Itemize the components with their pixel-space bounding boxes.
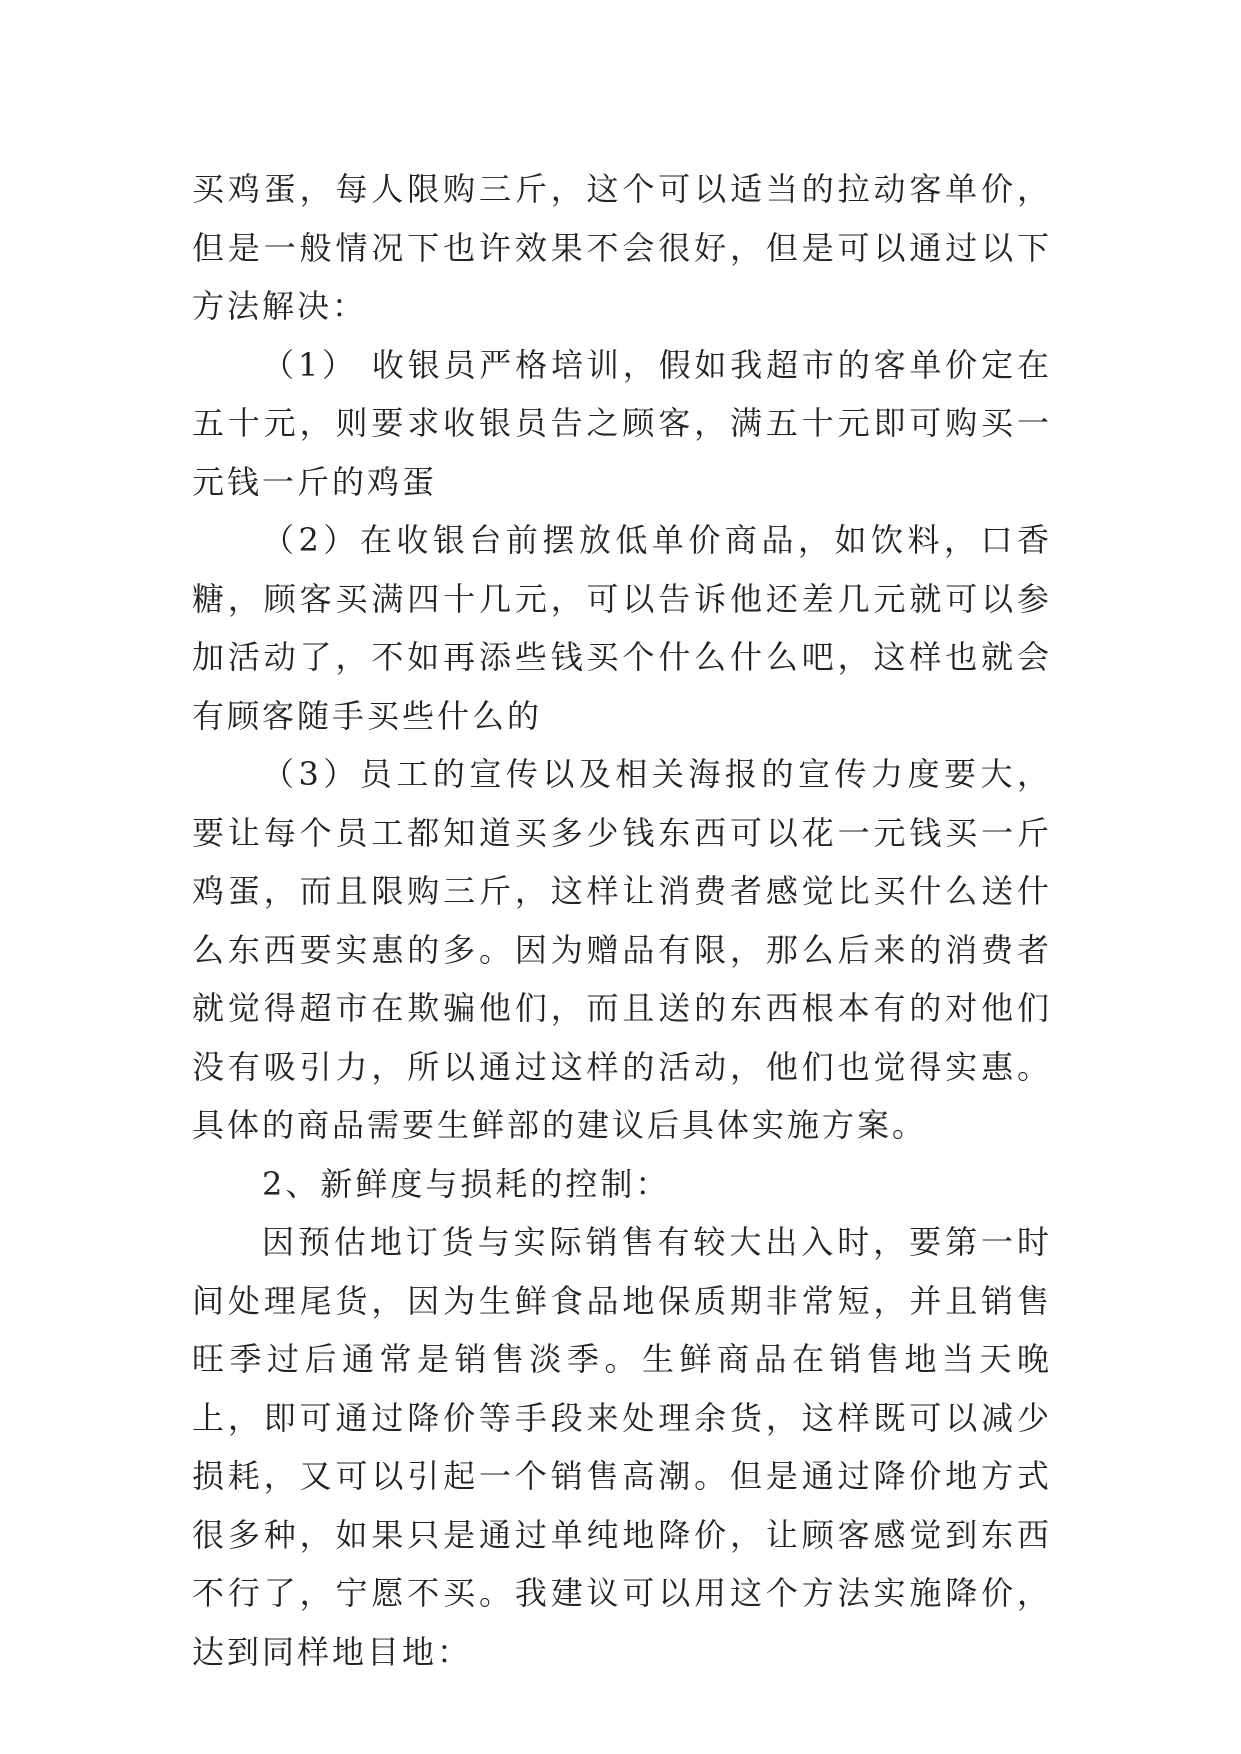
section-heading-freshness: 2、新鲜度与损耗的控制： bbox=[262, 1164, 671, 1203]
paragraph-item-3: （3）员工的宣传以及相关海报的宣传力度要大，要让每个员工都知道买多少钱东西可以花一元钱买一斤鸡蛋，而且限购三斤，这样让消费者感觉比买什么送什么东西要实惠的多。因为赠品有限，那么后来的消费者就觉得超市在欺骗他们，而且送的东西根本有的对他们没有吸引力，所以通过这样的活动，他们也觉得实惠。具体的商品需要生鲜部的建议后具体实施方案。 bbox=[192, 755, 1052, 1144]
paragraph-item-1: （1） 收银员严格培训，假如我超市的客单价定在五十元，则要求收银员告之顾客，满五十元即可购买一元钱一斤的鸡蛋 bbox=[192, 345, 1052, 501]
paragraph-intro: 买鸡蛋，每人限购三斤，这个可以适当的拉动客单价，但是一般情况下也许效果不会很好，但是可以通过以下方法解决： bbox=[192, 170, 1052, 325]
paragraph-item-2: （2）在收银台前摆放低单价商品，如饮料，口香糖，顾客买满四十几元，可以告诉他还差几元就可以参加活动了，不如再添些钱买个什么什么吧，这样也就会有顾客随手买些什么的 bbox=[192, 521, 1052, 735]
document-body bbox=[192, 160, 1052, 1681]
paragraph-freshness-body: 因预估地订货与实际销售有较大出入时，要第一时间处理尾货，因为生鲜食品地保质期非常短，并且销售旺季过后通常是销售淡季。生鲜商品在销售地当天晚上，即可通过降价等手段来处理余货，这样既可以减少损耗，又可以引起一个销售高潮。但是通过降价地方式很多种，如果只是通过单纯地降价，让顾客感觉到东西不行了，宁愿不买。我建议可以用这个方法实施降价，达到同样地目地： bbox=[192, 1223, 1052, 1671]
